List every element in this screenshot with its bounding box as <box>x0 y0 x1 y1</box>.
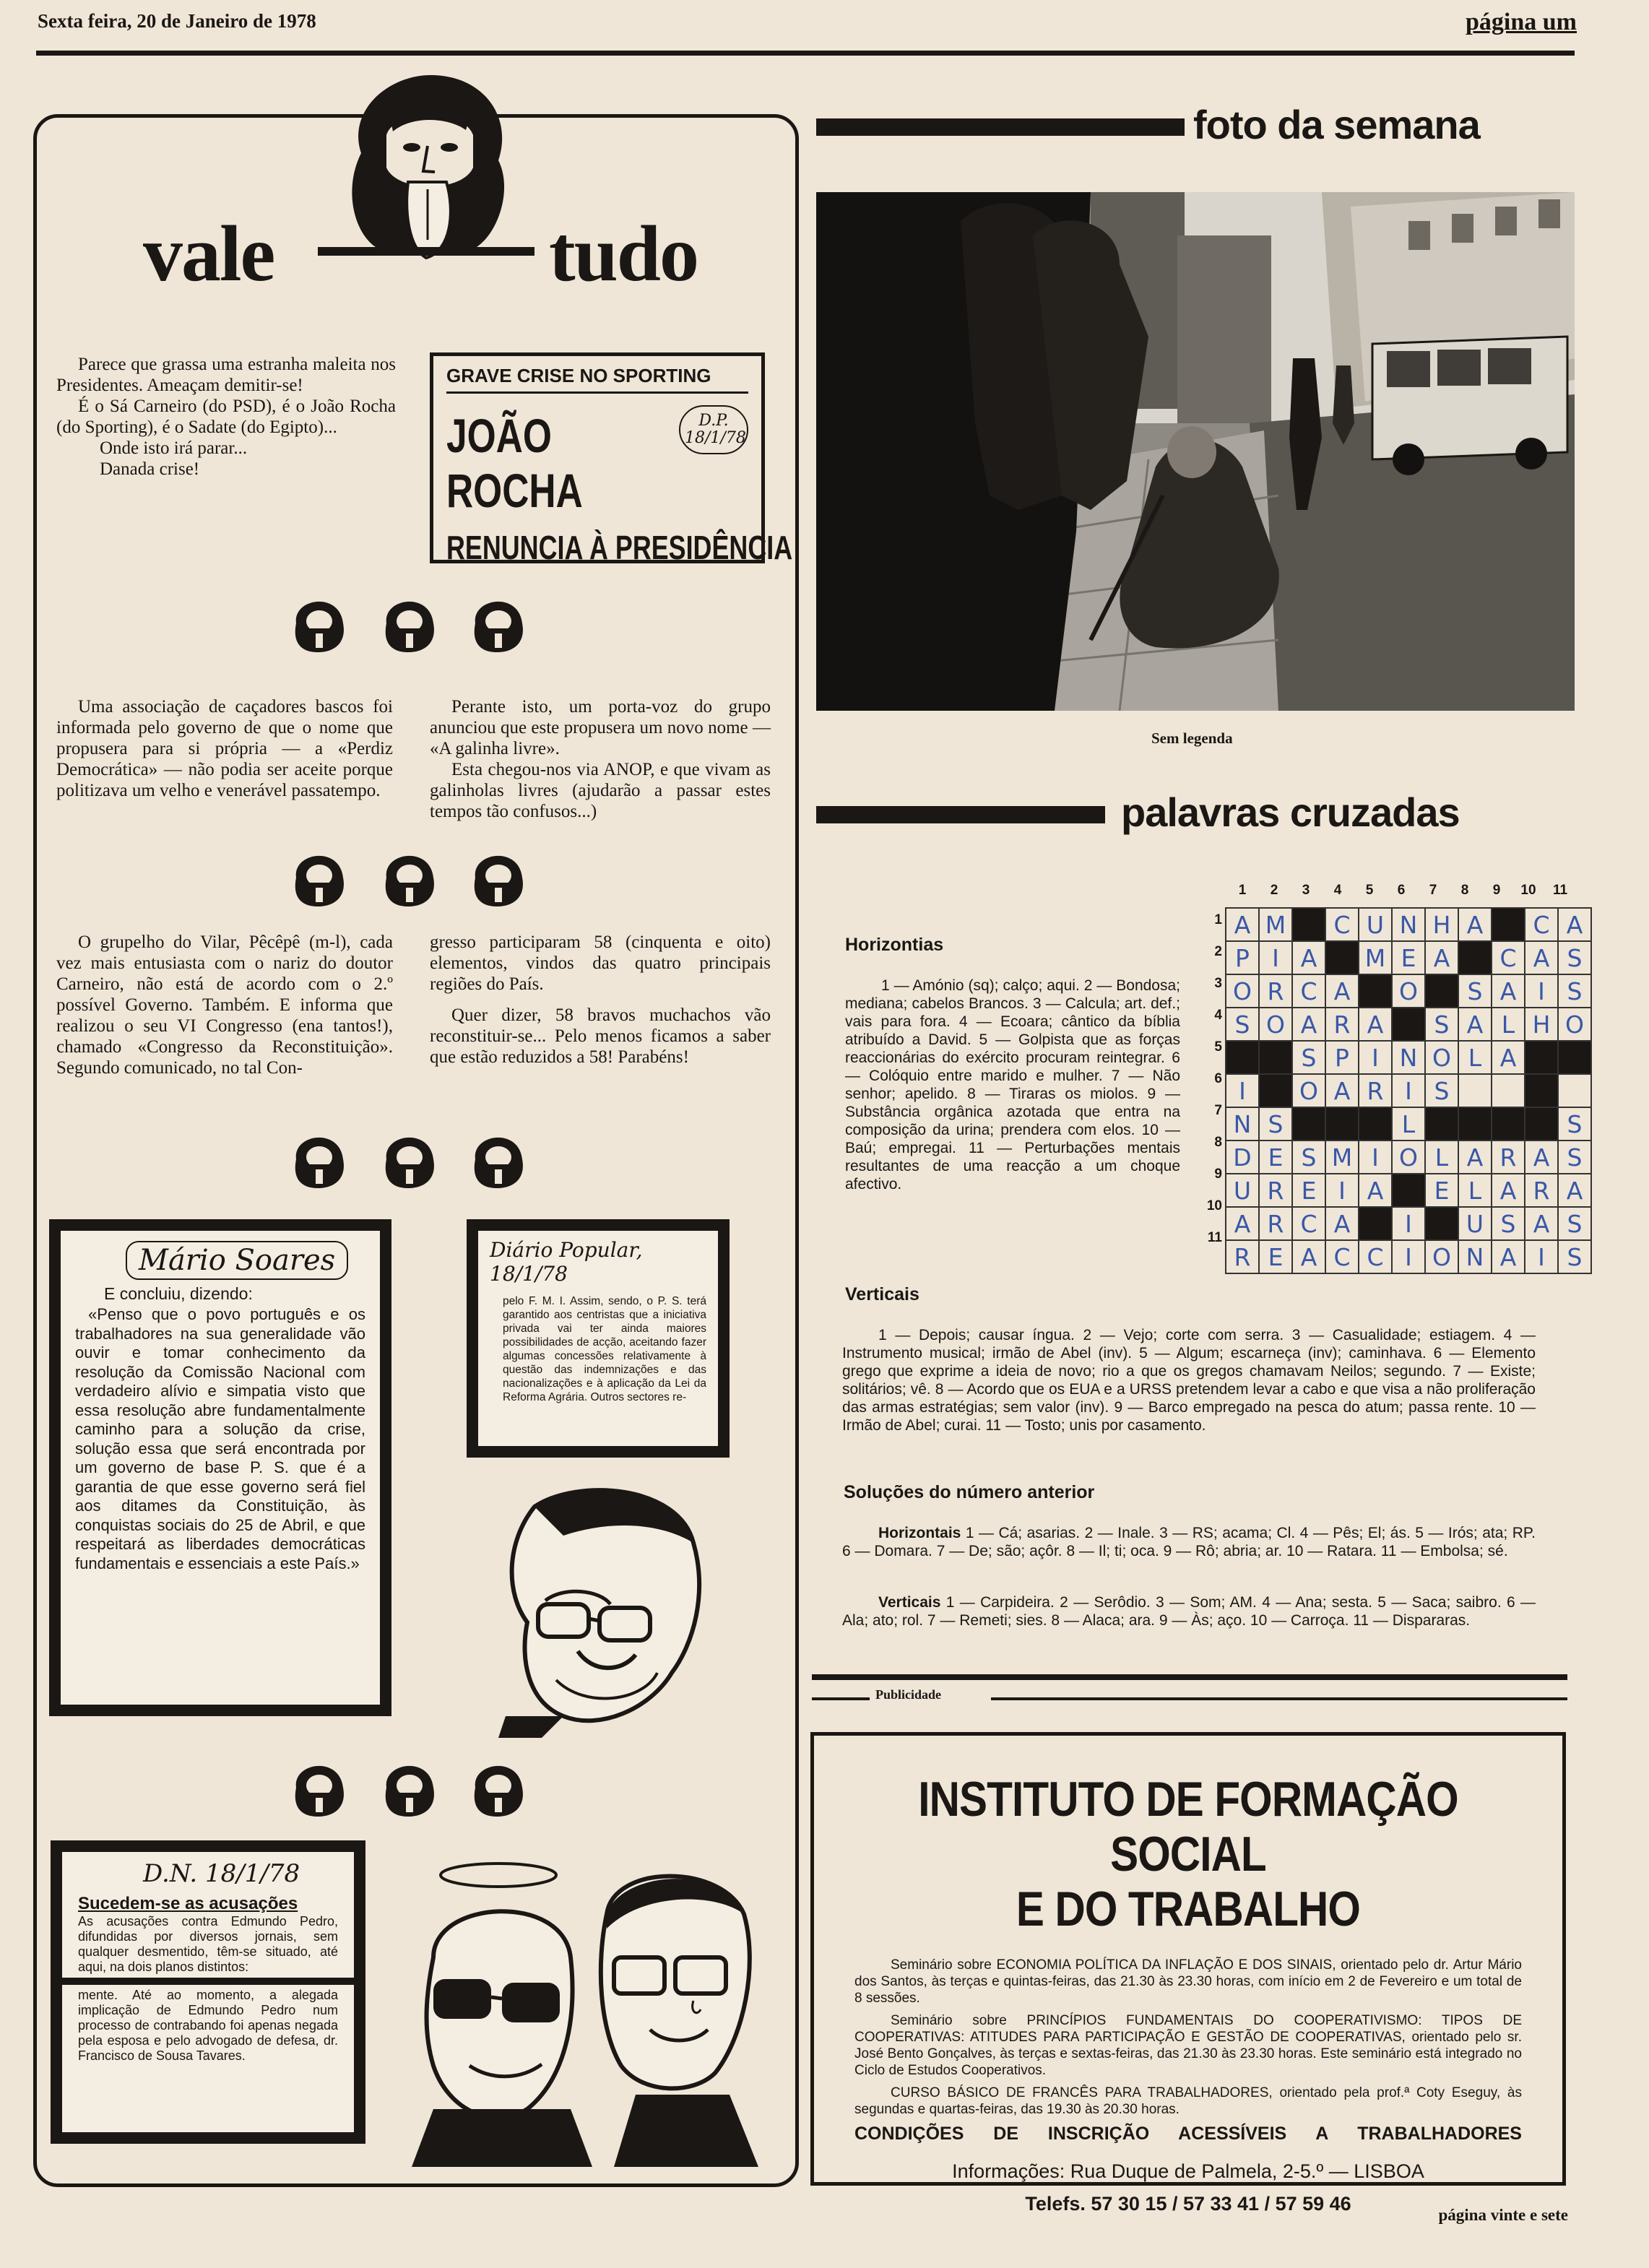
paragraph: Danada crise! <box>100 459 200 479</box>
paragraph: Esta chegou-nos via ANOP, e que vivam as galinholas livres (ajudarão a passar estes tempos tão confusos...) <box>430 760 771 821</box>
caricature-two-men-halo-illustration <box>404 1849 766 2167</box>
crossword-cell: I <box>1525 974 1558 1008</box>
clip-headline-joao-rocha: JOÃO ROCHA <box>446 409 583 517</box>
solucoes-horizontais-text: 1 — Cá; asarias. 2 — Inale. 3 — RS; acama; Cl. 4 — Pês; El; ás. 5 — Irós; ata; RP. 6 — Domara. 7 — De; são; açôr. 8 — Il; ti; oca. 9 — Rô; abria; ar. 10 — Ratara. 11 — Embolsa; sé. <box>842 1525 1536 1559</box>
crossword-cell: L <box>1425 1141 1458 1174</box>
crossword-row-number: 4 <box>1214 1008 1222 1023</box>
crossword-cell: P <box>1226 941 1259 974</box>
clip-text-bottom: mente. Até ao momento, a alegada implicação de Edmundo Pedro num processo de contrabando foi apenas negada pela esposa e pelo advogado de defesa, dr. Francisco de Sousa Tavares. <box>78 1988 338 2063</box>
crossword-block-cell <box>1525 1074 1558 1107</box>
handwritten-title: D.N. 18/1/78 <box>143 1859 300 1888</box>
crossword-cell: A <box>1292 1240 1325 1273</box>
crossword-row <box>1226 1207 1591 1240</box>
crossword-cell: S <box>1558 941 1591 974</box>
crossword-cell: N <box>1458 1240 1492 1273</box>
crossword-cell: L <box>1492 1008 1525 1041</box>
crossword-cell: A <box>1558 908 1591 941</box>
crossword-block-cell <box>1226 1041 1259 1074</box>
horizontais-heading: Horizontias <box>845 935 944 955</box>
crossword-cell: H <box>1525 1008 1558 1041</box>
clip-quote: «Penso que o povo português e os trabalhadores na sua generalidade vão ouvir e tomar conhecimento da resolução da Comissão Nacional com verdadeiro alívio e simpatia visto que essa resolução abre fundamentalmente caminho para a solução da crise, solução essa que será encontrada por um governo de base P. S. que é a garantia de que esse governo será fiel aos ditames da Constituição, às conquistas sociais do 25 de Abril, e que respeitará as liberdades democráticas fundamentais e essenciais a este País.» <box>75 1305 365 1572</box>
paragraph: Onde isto irá parar... <box>100 438 248 458</box>
verticais-heading: Verticais <box>845 1284 919 1304</box>
crossword-cell: A <box>1525 1207 1558 1240</box>
crossword-cell: P <box>1325 1041 1359 1074</box>
crossword-block-cell <box>1425 1207 1458 1240</box>
advert-conditions: CONDIÇÕES DE INSCRIÇÃO ACESSÍVEIS A TRABALHADORES <box>854 2124 1522 2144</box>
advert-info: Informações: Rua Duque de Palmela, 2-5.º — LISBOA <box>952 2160 1424 2182</box>
crossword-block-cell <box>1425 974 1458 1008</box>
crossword-block-cell <box>1558 1041 1591 1074</box>
crossword-col-number: 3 <box>1302 883 1310 898</box>
advert-label-rule <box>812 1697 870 1700</box>
crossword-row-number: 6 <box>1214 1071 1222 1086</box>
crossword-cell: A <box>1525 941 1558 974</box>
marx-head-icon <box>295 602 344 652</box>
crossword-cell: S <box>1292 1041 1325 1074</box>
advert-box <box>810 1732 1566 2215</box>
crossword-row <box>1226 1107 1591 1141</box>
section-title-vale: vale <box>143 209 274 298</box>
crossword-col-number: 5 <box>1365 883 1374 898</box>
solucoes-verticais <box>842 1593 1536 1629</box>
crossword-cell: A <box>1525 1141 1558 1174</box>
footer-page-label: página vinte e sete <box>1438 2206 1568 2224</box>
crossword-cell: O <box>1558 1008 1591 1041</box>
handwritten-title: Diário Popular, 18/1/78 <box>490 1238 643 1286</box>
marx-tongue-illustration <box>318 66 534 283</box>
crossword-cell: A <box>1359 1008 1392 1041</box>
crossword-cell: S <box>1558 1107 1591 1141</box>
crossword-cell: O <box>1425 1041 1458 1074</box>
crossword-cell: E <box>1292 1174 1325 1207</box>
crossword-cell: E <box>1425 1174 1458 1207</box>
crossword-row-number: 9 <box>1214 1167 1222 1182</box>
paragraph: Uma associação de caçadores bascos foi informada pelo governo de que o nome que propusera para si própria — a «Perdiz Democrática» — não podia ser aceite porque politizava um velho e venerável passatempo. <box>56 697 393 800</box>
crossword-cell: R <box>1525 1174 1558 1207</box>
crossword-cell: A <box>1492 1240 1525 1273</box>
crossword-cell: S <box>1458 974 1492 1008</box>
advert-paragraph: Seminário sobre ECONOMIA POLÍTICA DA INFLAÇÃO E DOS SINAIS, orientado pelo dr. Artur Mário dos Santos, às terças e quintas-feiras, das 21.30 às 23.30 horas, com início em 2 de Fevereiro e um total de 8 sessões. <box>854 1957 1522 2006</box>
crossword-cell: O <box>1292 1074 1325 1107</box>
advert-title-line1: INSTITUTO DE FORMAÇÃO SOCIAL <box>918 1772 1458 1882</box>
crossword-cell: U <box>1458 1207 1492 1240</box>
clip-text: pelo F. M. I. Assim, sendo, o P. S. terá garantido aos centristas que a iniciativa privada vai ter ainda maiores possibilidades de acção, aceitando fazer algumas concessões relativamente à questão das indemnizações e das nacionalizações e à aplicação da Lei da Reforma Agrária. Outros sectores re- <box>503 1295 706 1403</box>
page-label: página um <box>1466 9 1577 35</box>
crossword-cell: D <box>1226 1141 1259 1174</box>
crossword-col-number: 6 <box>1397 883 1406 898</box>
crossword-cell: A <box>1425 941 1458 974</box>
crossword-cell: O <box>1226 974 1259 1008</box>
paragraph: Parece que grassa uma estranha maleita nos Presidentes. Ameaçam demitir-se! <box>56 355 396 395</box>
crossword-cell: O <box>1425 1240 1458 1273</box>
crossword-cell: S <box>1558 1207 1591 1240</box>
crossword-cell: R <box>1259 974 1292 1008</box>
crossword-row <box>1226 1041 1591 1074</box>
crossword-block-cell <box>1458 1107 1492 1141</box>
crossword-cell: I <box>1325 1174 1359 1207</box>
crossword-cell: I <box>1259 941 1292 974</box>
item-cacadores-bascos <box>56 696 393 801</box>
crossword-cell: L <box>1458 1041 1492 1074</box>
crossword-row <box>1226 908 1591 941</box>
clip-diario-popular <box>467 1219 730 1458</box>
handwritten-title: Mário Soares <box>126 1241 348 1280</box>
item-galinha-livre <box>430 696 771 822</box>
crossword-cell: S <box>1558 974 1591 1008</box>
crossword-cell: C <box>1492 941 1525 974</box>
photo-street-scene <box>816 192 1575 711</box>
crossword-cell: M <box>1359 941 1392 974</box>
crossword-row <box>1226 1174 1591 1207</box>
clip-intro: E concluiu, dizendo: <box>104 1284 253 1303</box>
crossword-cell: L <box>1392 1107 1425 1141</box>
crossword-cell: O <box>1392 1141 1425 1174</box>
crossword-cell: R <box>1492 1141 1525 1174</box>
clip-text-top: As acusações contra Edmundo Pedro, difundidas por diversos jornais, sem qualquer desmentido, têm-se situado, até aqui, na dois planos distintos: <box>78 1914 338 1974</box>
crossword-block-cell <box>1359 1207 1392 1240</box>
crossword-col-number: 4 <box>1333 883 1342 898</box>
crossword-cell: U <box>1226 1174 1259 1207</box>
marx-divider-row <box>289 1127 542 1192</box>
crossword-col-number: 1 <box>1238 883 1247 898</box>
clip-headline-renuncia: RENUNCIA À PRESIDÊNCIA <box>446 529 793 566</box>
solucoes-horizontais <box>842 1524 1536 1560</box>
crossword-cell: N <box>1226 1107 1259 1141</box>
issue-date: Sexta feira, 20 de Janeiro de 1978 <box>38 10 316 32</box>
crossword-cell: A <box>1558 1174 1591 1207</box>
crossword-cell: N <box>1392 1041 1425 1074</box>
paragraph: O grupelho do Vilar, Pêcêpê (m-l), cada vez mais entusiasta com o nariz do doutor Carneiro, não está de acordo com o 2.º possível Governo. Também. E informa que realizou o seu VI Congresso (ena tantos!), chamado «Congresso da Reconstituição». Segundo comunicado, no tal Con- <box>56 932 393 1078</box>
crossword-row <box>1226 1008 1591 1041</box>
crossword-row-number: 11 <box>1207 1230 1222 1245</box>
crossword-cell: E <box>1392 941 1425 974</box>
crossword-cell: N <box>1392 908 1425 941</box>
clip-diario-noticias <box>51 1840 365 2144</box>
crossword-row-number: 7 <box>1214 1103 1222 1118</box>
crossword-block-cell <box>1392 1008 1425 1041</box>
crossword-block-cell <box>1525 1107 1558 1141</box>
verticais-clues: 1 — Depois; causar íngua. 2 — Vejo; corte com serra. 3 — Casualidade; estiagem. 4 — Instrumento musical; irmão de Abel (inv). 5 — Algum; escarneça (inv); caminhava. 6 — Elemento grego que exprime a ideia de novo; rio a que os gregos chamavam Neilos; segundo. 7 — Existe; solitários; vê. 8 — Acordo que os EUA e a URSS pretendem levar a cabo e que visa a não proliferação das armas estratégias; sem valor (inv). 9 — Barco empregado na pesca do atum; passa rente. 10 — Irmão de Abel; curai. 11 — Tosto; unis por casamento. <box>842 1327 1536 1434</box>
crossword-cell: A <box>1458 1008 1492 1041</box>
crossword-block-cell <box>1325 941 1359 974</box>
paragraph: É o Sá Carneiro (do PSD), é o João Rocha (do Sporting), é o Sadate (do Egipto)... <box>56 397 396 437</box>
crossword-cell: C <box>1325 908 1359 941</box>
advert-phones: Telefs. 57 30 15 / 57 33 41 / 57 59 46 <box>1025 2193 1351 2215</box>
advert-paragraph: Seminário sobre PRINCÍPIOS FUNDAMENTAIS DO COOPERATIVISMO: TIPOS DE COOPERATIVAS: ATITUDES PARA PARTICIPAÇÃO E GESTÃO DE COOPERATIVAS, orientado pelo sr. José Bento Gonçalves, às terças e sextas-feiras, das 21.30 às 23.30 horas. Este seminário está integrado no Ciclo de Estudos Cooperativos. <box>854 2013 1522 2078</box>
crossword-cell: C <box>1359 1240 1392 1273</box>
crossword-cell: C <box>1292 974 1325 1008</box>
solucoes-verticais-text: 1 — Carpideira. 2 — Serôdio. 3 — Som; AM. 4 — Ana; sesta. 5 — Saca; saibro. 6 — Ala; ato; rol. 7 — Remeti; sies. 8 — Alaca; ara. 9 — Às; aço. 10 — Carroça. 11 — Dispararas. <box>842 1594 1536 1629</box>
crossword-cell <box>1492 1074 1525 1107</box>
crossword-row-number: 3 <box>1214 976 1222 991</box>
crossword-row <box>1226 1141 1591 1174</box>
marx-divider-row <box>289 1755 542 1820</box>
crossword-col-number: 9 <box>1492 883 1501 898</box>
crossword-col-number: 7 <box>1429 883 1437 898</box>
crossword-cell: S <box>1226 1008 1259 1041</box>
crossword-grid <box>1225 907 1592 1274</box>
crossword-cell: M <box>1325 1141 1359 1174</box>
section-title-tudo: tudo <box>549 209 698 298</box>
crossword-cell: C <box>1525 908 1558 941</box>
section-bar <box>816 806 1105 823</box>
header-rule <box>36 51 1575 56</box>
paragraph: Quer dizer, 58 bravos muchachos vão reconstituir-se... Pelo menos ficamos a saber que estão reduzidos a 58! Parabéns! <box>430 1005 771 1067</box>
crossword-cell: R <box>1259 1207 1292 1240</box>
crossword-cell: R <box>1325 1008 1359 1041</box>
crossword-row-number: 1 <box>1214 912 1222 927</box>
section-bar <box>816 118 1185 136</box>
crossword-cell: R <box>1226 1240 1259 1273</box>
crossword-cell: I <box>1392 1240 1425 1273</box>
marx-divider-row <box>289 845 542 910</box>
crossword-col-number: 8 <box>1460 883 1469 898</box>
marx-divider-row <box>289 591 542 656</box>
crossword-row-number: 10 <box>1206 1198 1222 1213</box>
crossword-block-cell <box>1292 908 1325 941</box>
crossword-cell: I <box>1226 1074 1259 1107</box>
crossword-block-cell <box>1259 1041 1292 1074</box>
sporting-headline-clip <box>430 352 793 566</box>
crossword-block-cell <box>1359 1107 1392 1141</box>
crossword-cell: S <box>1259 1107 1292 1141</box>
crossword-cell: E <box>1259 1141 1292 1174</box>
crossword-cell: A <box>1325 1207 1359 1240</box>
crossword-cell: A <box>1492 1041 1525 1074</box>
crossword-row-number: 5 <box>1214 1039 1222 1055</box>
crossword-cell: S <box>1558 1240 1591 1273</box>
crossword-block-cell <box>1492 908 1525 941</box>
crossword-block-cell <box>1325 1107 1359 1141</box>
crossword-cell: A <box>1492 1174 1525 1207</box>
crossword-cell: O <box>1392 974 1425 1008</box>
crossword-block-cell <box>1359 974 1392 1008</box>
crossword-cell: A <box>1292 1008 1325 1041</box>
clip-kicker: GRAVE CRISE NO SPORTING <box>446 365 748 394</box>
crossword-cell: A <box>1325 1074 1359 1107</box>
crossword-cell: E <box>1259 1240 1292 1273</box>
crossword-cell: C <box>1325 1240 1359 1273</box>
crossword-cell: R <box>1259 1174 1292 1207</box>
crossword-cell: S <box>1425 1008 1458 1041</box>
advert-body <box>854 1957 1522 2118</box>
item-presidentes-crise <box>56 354 396 480</box>
crossword-column-numbers <box>1226 883 1588 899</box>
crossword-cell: L <box>1458 1174 1492 1207</box>
paragraph: Perante isto, um porta-voz do grupo anunciou que este propusera um novo nome — «A galinha livre». <box>430 697 771 758</box>
crossword-cell: A <box>1226 1207 1259 1240</box>
paragraph: gresso participaram 58 (cinquenta e oito) elementos, vindos das quatro principais regiões do País. <box>430 932 771 994</box>
crossword-row-number: 8 <box>1214 1135 1222 1150</box>
crossword-row <box>1226 1240 1591 1273</box>
foto-semana-title: foto da semana <box>1193 102 1480 147</box>
crossword-row <box>1226 941 1591 974</box>
crossword-cell: U <box>1359 908 1392 941</box>
crossword-cell: A <box>1458 908 1492 941</box>
crossword-block-cell <box>1392 1174 1425 1207</box>
item-pcp-ml-congresso <box>56 932 393 1078</box>
photo-caption: Sem legenda <box>1151 730 1233 747</box>
crossword-block-cell <box>1292 1107 1325 1141</box>
crossword-cell: A <box>1458 1141 1492 1174</box>
crossword-block-cell <box>1425 1107 1458 1141</box>
crossword-cell: S <box>1492 1207 1525 1240</box>
crossword-col-number: 11 <box>1552 883 1568 898</box>
advert-title-line2: E DO TRABALHO <box>1016 1882 1361 1936</box>
crossword-cell: I <box>1359 1141 1392 1174</box>
crossword-cell: I <box>1525 1240 1558 1273</box>
crossword-cell: A <box>1359 1174 1392 1207</box>
crossword-title: palavras cruzadas <box>1121 789 1460 835</box>
crossword-cell: S <box>1425 1074 1458 1107</box>
crossword-cell: A <box>1325 974 1359 1008</box>
caricature-soares-illustration <box>477 1478 722 1738</box>
crossword-cell: I <box>1392 1074 1425 1107</box>
item-58-muchachos <box>430 932 771 1068</box>
advert-top-rule <box>812 1674 1567 1680</box>
crossword-cell: H <box>1425 908 1458 941</box>
crossword-cell: S <box>1292 1141 1325 1174</box>
crossword-cell: M <box>1259 908 1292 941</box>
advert-label: Publicidade <box>875 1687 942 1702</box>
crossword-block-cell <box>1492 1107 1525 1141</box>
crossword-cell: C <box>1292 1207 1325 1240</box>
solucoes-heading: Soluções do número anterior <box>844 1482 1095 1502</box>
solucoes-horizontais-label: Horizontais <box>878 1525 961 1541</box>
crossword-block-cell <box>1458 941 1492 974</box>
crossword-col-number: 10 <box>1520 883 1536 898</box>
crossword-row-numbers <box>1202 904 1222 1254</box>
crossword-block-cell <box>1259 1074 1292 1107</box>
horizontais-clues: 1 — Amónio (sq); calço; aqui. 2 — Bondosa; mediana; cabelos Brancos. 3 — Calcula; art. def.; vais para fora. 4 — Ecoara; cântico da bíblia atribuído a David. 5 — Golpista que as forças reaccionárias do exército procuram reintegrar. 6 — Colóquio entre marido e mulher. 7 — Não senhor; apelido. 8 — Tiraras os miolos. 9 — Substância orgânica azotada que entra na composição da urina; prendera com elos. 10 — Baú; empregai. 11 — Perturbações mentais resultantes de uma reacção a um choque afectivo. <box>845 977 1180 1193</box>
crossword-row <box>1226 974 1591 1008</box>
crossword-col-number: 2 <box>1270 883 1278 898</box>
crossword-cell: A <box>1492 974 1525 1008</box>
crossword-cell: R <box>1359 1074 1392 1107</box>
handwritten-source-note: D.P. 18/1/78 <box>679 405 748 454</box>
crossword-cell: O <box>1259 1008 1292 1041</box>
advert-label-rule <box>991 1697 1567 1700</box>
crossword-cell: I <box>1392 1207 1425 1240</box>
clip-heading: Sucedem-se as acusações <box>78 1894 298 1913</box>
clip-mario-soares <box>49 1219 391 1716</box>
crossword-cell <box>1558 1074 1591 1107</box>
clip-cut <box>62 1978 354 1985</box>
crossword-cell: A <box>1292 941 1325 974</box>
crossword-block-cell <box>1525 1041 1558 1074</box>
solucoes-verticais-label: Verticais <box>878 1594 941 1611</box>
crossword-row-number: 2 <box>1214 944 1222 959</box>
crossword-cell: S <box>1558 1141 1591 1174</box>
crossword-row <box>1226 1074 1591 1107</box>
crossword-cell <box>1458 1074 1492 1107</box>
crossword-cell: I <box>1359 1041 1392 1074</box>
crossword-cell: A <box>1226 908 1259 941</box>
advert-paragraph: CURSO BÁSICO DE FRANCÊS PARA TRABALHADORES, orientado pela prof.ª Coty Eseguy, às segundas e quartas-feiras, das 19.30 às 20.30 horas. <box>854 2085 1522 2117</box>
